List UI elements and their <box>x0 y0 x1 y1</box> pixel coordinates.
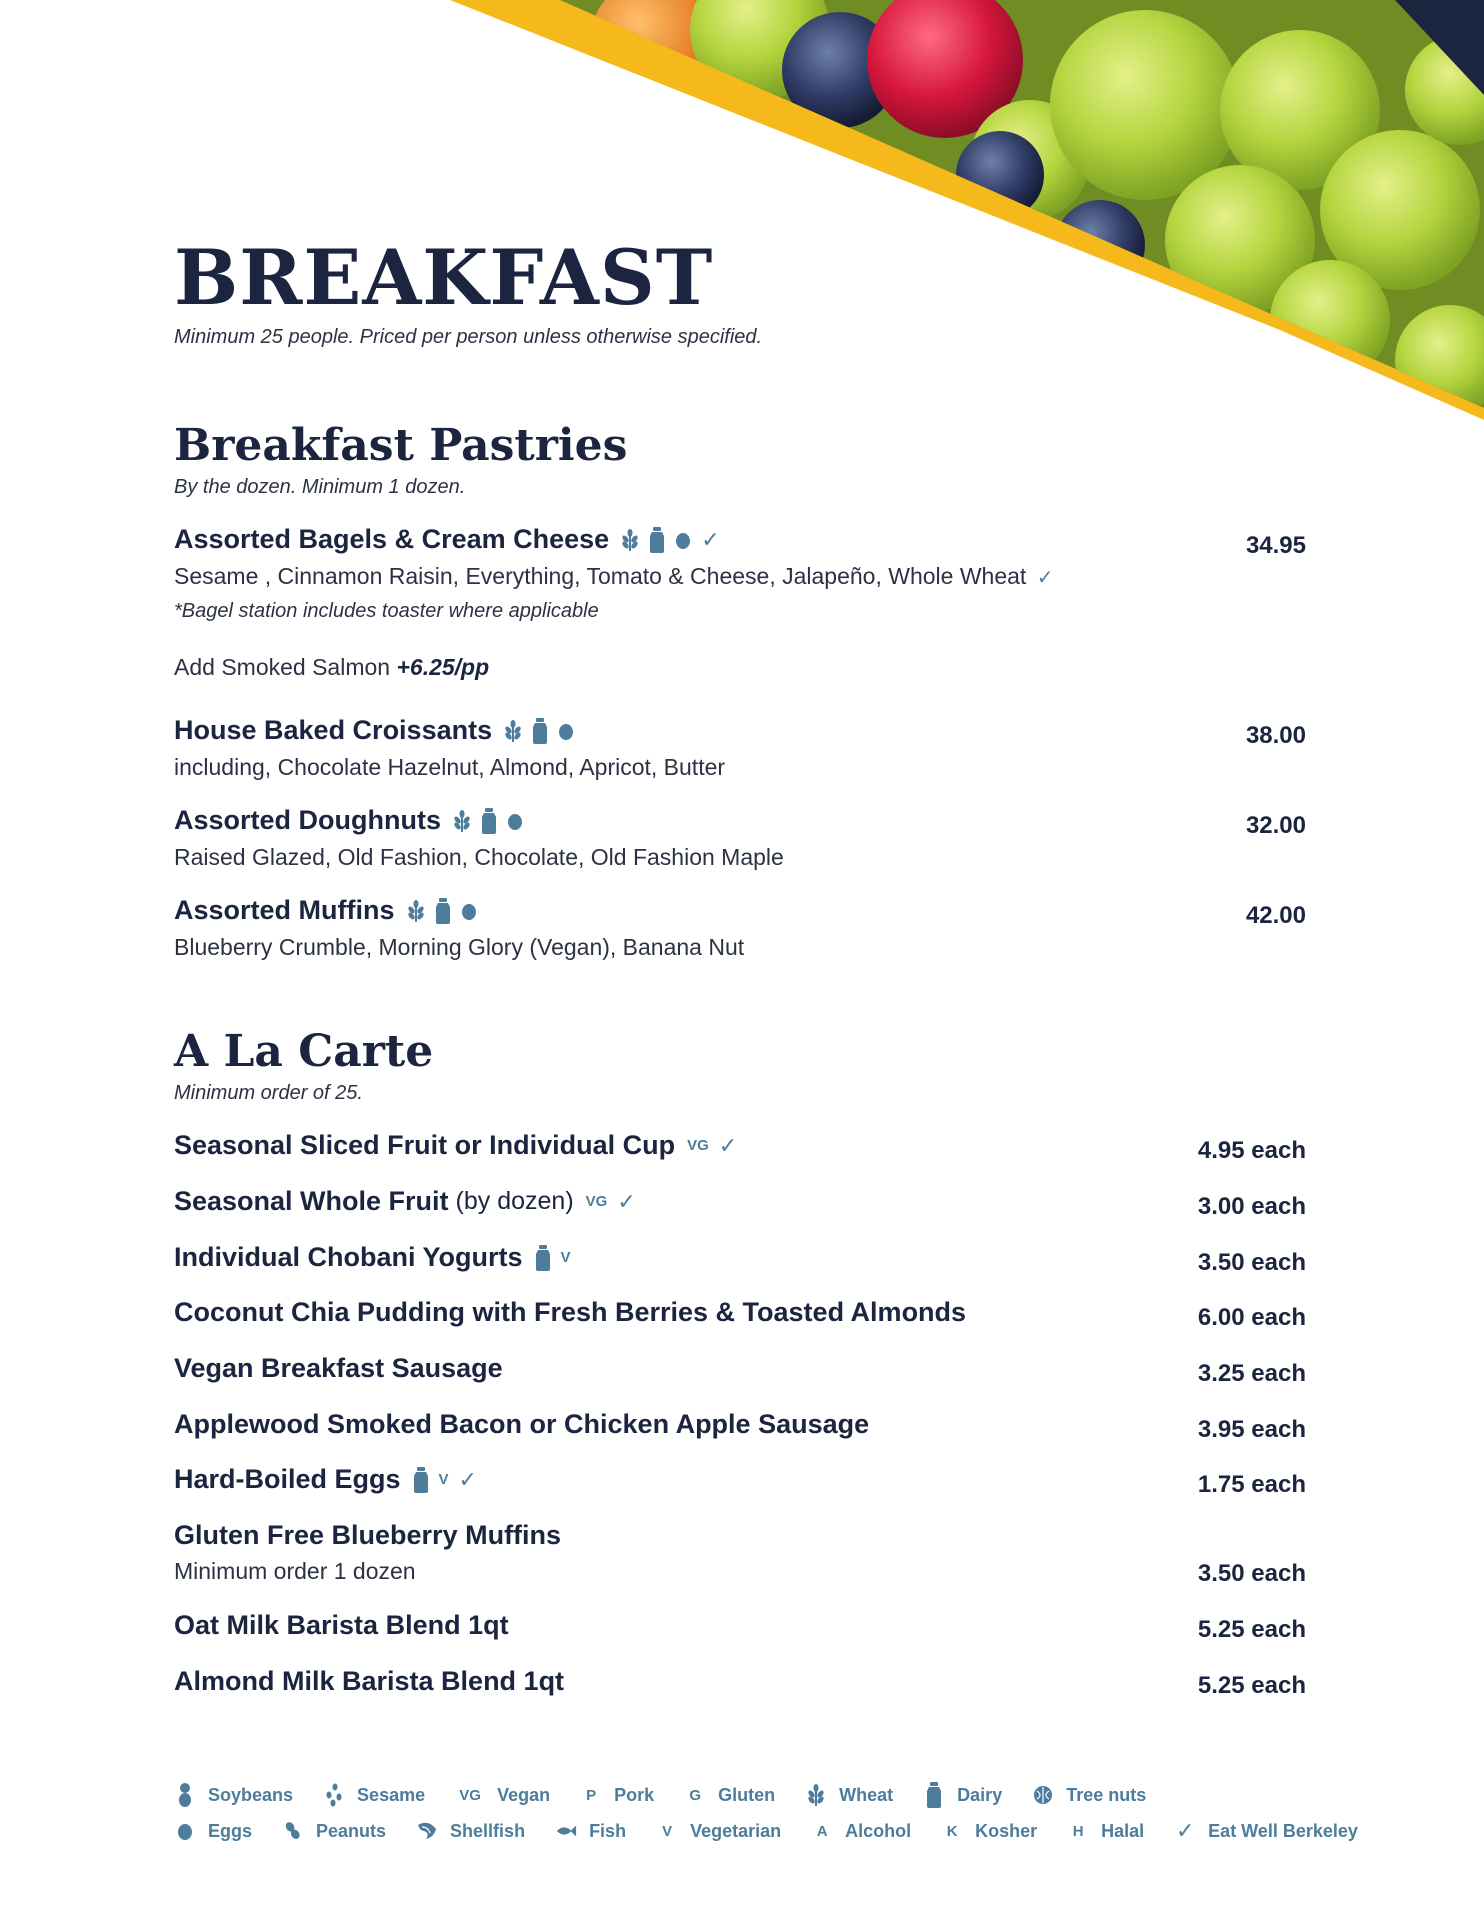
vegan-icon: VG <box>459 1786 481 1804</box>
eat-well-check-icon: ✓ <box>617 1188 636 1214</box>
eggs-icon <box>174 1822 196 1840</box>
legend-soybeans: Soybeans <box>174 1782 293 1808</box>
eggs-icon <box>558 722 574 740</box>
page-subtitle: Minimum 25 people. Priced per person unless otherwise specified. <box>174 326 763 348</box>
kosher-icon: K <box>946 1822 958 1840</box>
item-muffins-desc: Blueberry Crumble, Morning Glory (Vegan), Banana Nut <box>174 934 745 960</box>
vegan-icon: VG <box>585 1192 608 1210</box>
dairy-icon <box>923 1782 945 1808</box>
dairy-icon <box>481 808 497 834</box>
item-price: 3.00 each <box>1197 1193 1306 1220</box>
list-item: Gluten Free Blueberry Muffins <box>174 1520 562 1550</box>
legend-alcohol: A Alcohol <box>811 1821 911 1842</box>
vegan-icon: VG <box>687 1136 709 1154</box>
dairy-icon <box>435 898 451 924</box>
legend-vegan: VG Vegan <box>455 1785 550 1806</box>
eggs-icon <box>507 812 523 830</box>
addon-smoked-salmon: Add Smoked Salmon +6.25/pp <box>174 654 490 680</box>
section-title-alacarte: A La Carte <box>174 1026 434 1077</box>
list-item: Hard-Boiled Eggs V ✓ <box>174 1464 477 1494</box>
vegetarian-icon: V <box>662 1822 673 1840</box>
wheat-icon <box>504 720 522 742</box>
page-title: BREAKFAST <box>174 233 714 322</box>
legend-peanuts: Peanuts <box>282 1821 386 1842</box>
soybeans-icon <box>174 1782 196 1808</box>
eggs-icon <box>461 902 477 920</box>
alcohol-icon: A <box>816 1822 828 1840</box>
section-note-pastries: By the dozen. Minimum 1 dozen. <box>174 476 466 498</box>
vegetarian-icon: V <box>560 1248 571 1266</box>
item-price: 3.50 each <box>1197 1560 1306 1587</box>
list-item: Oat Milk Barista Blend 1qt <box>174 1610 509 1640</box>
item-price: 3.25 each <box>1197 1360 1306 1387</box>
section-note-alacarte: Minimum order of 25. <box>174 1082 363 1104</box>
legend-gluten: G Gluten <box>684 1785 775 1806</box>
item-price: 5.25 each <box>1197 1616 1306 1643</box>
legend-halal: H Halal <box>1067 1821 1144 1842</box>
wheat-icon <box>621 529 639 551</box>
list-item: Individual Chobani Yogurts V <box>174 1242 571 1272</box>
item-price: 4.95 each <box>1197 1137 1306 1164</box>
item-doughnuts-desc: Raised Glazed, Old Fashion, Chocolate, Old Fashion Maple <box>174 844 784 870</box>
legend-vegetarian: V Vegetarian <box>656 1821 781 1842</box>
vegetarian-icon: V <box>438 1470 449 1488</box>
item-croissants: House Baked Croissants <box>174 716 574 746</box>
eat-well-check-icon: ✓ <box>458 1466 477 1492</box>
legend-eat-well-berkeley: ✓ Eat Well Berkeley <box>1175 1818 1358 1843</box>
allergen-legend-row-2 <box>174 1818 1358 1844</box>
eggs-icon <box>675 531 691 549</box>
item-price: 3.95 each <box>1197 1416 1306 1443</box>
allergen-legend-row-1 <box>174 1782 1354 1808</box>
wheat-icon <box>453 810 471 832</box>
item-doughnuts: Assorted Doughnuts <box>174 806 523 836</box>
list-item: Almond Milk Barista Blend 1qt <box>174 1666 565 1696</box>
dairy-icon <box>413 1467 429 1493</box>
eat-well-check-icon: ✓ <box>718 1132 738 1158</box>
item-doughnuts-price: 32.00 <box>1245 812 1306 839</box>
halal-icon: H <box>1072 1822 1084 1840</box>
item-muffins-price: 42.00 <box>1245 902 1306 929</box>
legend-wheat: Wheat <box>805 1784 893 1806</box>
legend-kosher: K Kosher <box>941 1821 1037 1842</box>
item-price: 1.75 each <box>1197 1471 1306 1498</box>
gluten-icon: G <box>689 1786 701 1804</box>
list-item: Seasonal Whole Fruit (by dozen) VG ✓ <box>174 1186 636 1216</box>
legend-eggs: Eggs <box>174 1821 252 1842</box>
item-croissants-price: 38.00 <box>1245 722 1306 749</box>
legend-shellfish: Shellfish <box>416 1821 525 1842</box>
item-croissants-desc: including, Chocolate Hazelnut, Almond, Apricot, Butter <box>174 754 726 780</box>
wheat-icon <box>805 1784 827 1806</box>
fish-icon <box>555 1823 577 1839</box>
eat-well-check-icon: ✓ <box>701 526 720 552</box>
item-bagels-price: 34.95 <box>1245 532 1306 559</box>
wheat-icon <box>407 900 425 922</box>
peanuts-icon <box>282 1821 304 1841</box>
list-item: Applewood Smoked Bacon or Chicken Apple Sausage <box>174 1409 870 1439</box>
item-price: 5.25 each <box>1197 1672 1306 1699</box>
sesame-icon <box>323 1783 345 1807</box>
list-item: Coconut Chia Pudding with Fresh Berries & Toasted Almonds <box>174 1297 967 1327</box>
dairy-icon <box>535 1245 551 1271</box>
legend-sesame: Sesame <box>323 1783 425 1807</box>
item-muffins: Assorted Muffins <box>174 896 477 926</box>
section-title-pastries: Breakfast Pastries <box>174 420 628 471</box>
tree-nuts-icon <box>1032 1785 1054 1805</box>
legend-tree-nuts: Tree nuts <box>1032 1785 1146 1806</box>
item-bagels-note: *Bagel station includes toaster where applicable <box>174 600 599 622</box>
item-bagels <box>174 525 720 555</box>
shellfish-icon <box>416 1821 438 1841</box>
legend-pork: P Pork <box>580 1785 654 1806</box>
item-price: 6.00 each <box>1197 1304 1306 1331</box>
dairy-icon <box>649 527 665 553</box>
dairy-icon <box>532 718 548 744</box>
legend-dairy: Dairy <box>923 1782 1002 1808</box>
hero-fruit-image <box>0 0 1484 420</box>
eat-well-check-icon: ✓ <box>1175 1818 1195 1843</box>
item-desc: Minimum order 1 dozen <box>174 1558 416 1584</box>
list-item: Vegan Breakfast Sausage <box>174 1353 503 1383</box>
legend-fish: Fish <box>555 1821 626 1842</box>
item-bagels-desc: Sesame , Cinnamon Raisin, Everything, Tomato & Cheese, Jalapeño, Whole Wheat ✓ <box>174 563 1054 589</box>
eat-well-check-icon: ✓ <box>1036 567 1054 589</box>
item-price: 3.50 each <box>1197 1249 1306 1276</box>
item-bagels-name: Assorted Bagels & Cream Cheese <box>174 524 610 554</box>
pork-icon: P <box>586 1786 597 1804</box>
addon-smoked-salmon-price: +6.25/pp <box>396 654 490 680</box>
list-item: Seasonal Sliced Fruit or Individual Cup VG ✓ <box>174 1130 738 1160</box>
